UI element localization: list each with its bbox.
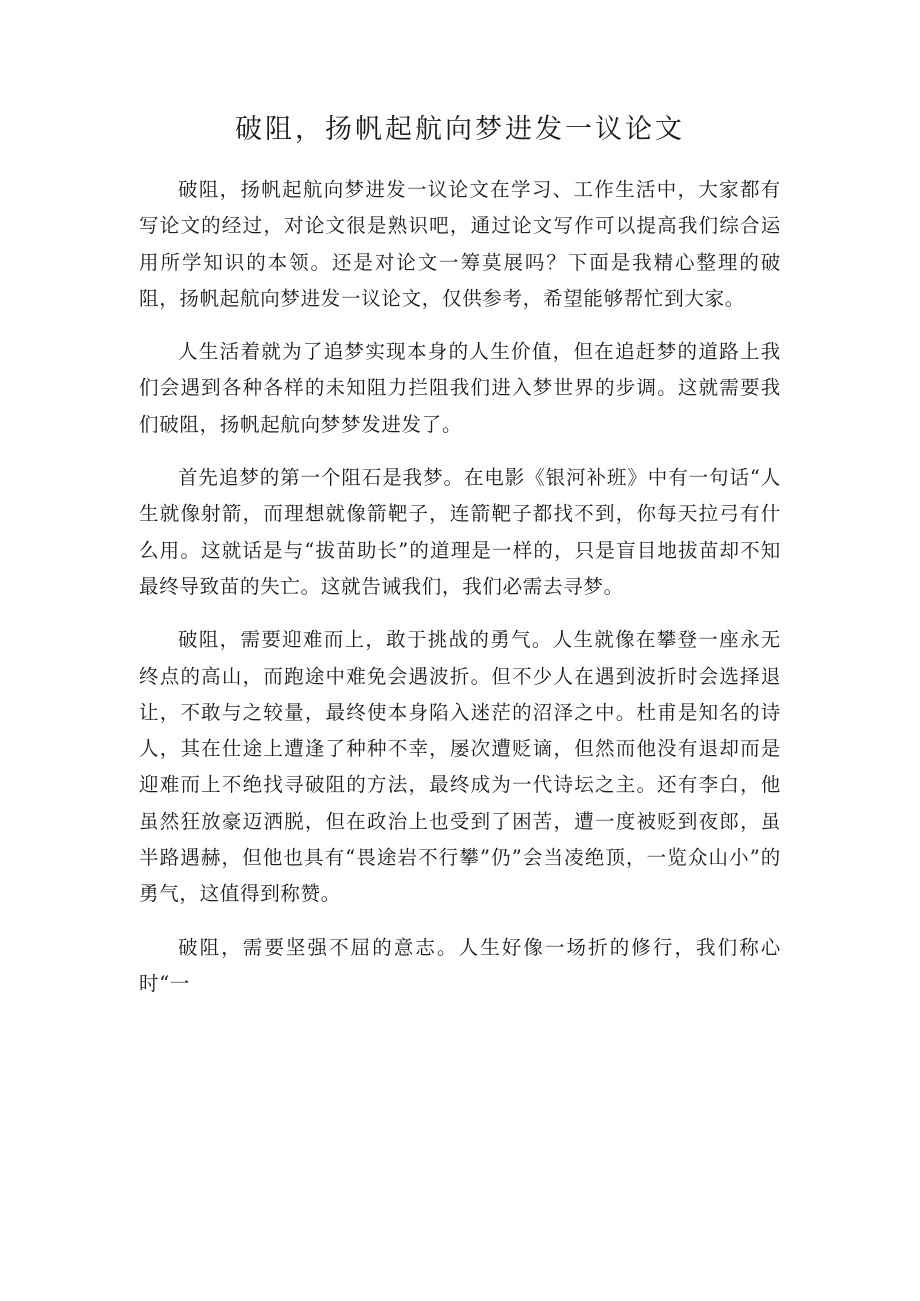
paragraph-dream-value: 人生活着就为了追梦实现本身的人生价值，但在追赶梦的道路上我们会遇到各种各样的未知阻力拦阻我们进入梦世界的步调。这就需要我们破阻，扬帆起航向梦梦发进发了。 xyxy=(139,340,781,436)
paragraph-intro: 破阻，扬帆起航向梦进发一议论文在学习、工作生活中，大家都有写论文的经过，对论文很是熟识吧，通过论文写作可以提高我们综合运用所学知识的本领。还是对论文一筹莫展吗？下面是我精心整理的破阻，扬帆起航向梦进发一议论文，仅供参考，希望能够帮忙到大家。 xyxy=(139,178,781,310)
document-title: 破阻，扬帆起航向梦进发一议论文 xyxy=(235,114,685,145)
paragraph-first-obstacle: 首先追梦的第一个阻石是我梦。在电影《银河补班》中有一句话“人生就像射箭，而理想就像箭靶子，连箭靶子都找不到，你每天拉弓有什么用。这就话是与“拔苗助长”的道理是一样的，只是盲目地拔苗却不知最终导致苗的失亡。这就告诫我们，我们必需去寻梦。 xyxy=(139,466,781,598)
document-body xyxy=(139,172,781,1019)
paragraph-willpower: 破阻，需要坚强不屈的意志。人生好像一场折的修行，我们称心时“一 xyxy=(139,935,781,995)
paragraph-courage: 破阻，需要迎难而上，敢于挑战的勇气。人生就像在攀登一座永无终点的高山，而跑途中难免会遇波折。但不少人在遇到波折时会选择退让，不敢与之较量，最终使本身陷入迷茫的沼泽之中。杜甫是知名的诗人，其在仕途上遭逢了种种不幸，屡次遭贬谪，但然而他没有退却而是迎难而上不绝找寻破阻的方法，最终成为一代诗坛之主。还有李白，他虽然狂放豪迈洒脱，但在政治上也受到了困苦，遭一度被贬到夜郎，虽半路遇赫，但他也具有“畏途岩不行攀”仍”会当凌绝顶，一览众山小”的勇气，这值得到称赞。 xyxy=(139,628,781,906)
